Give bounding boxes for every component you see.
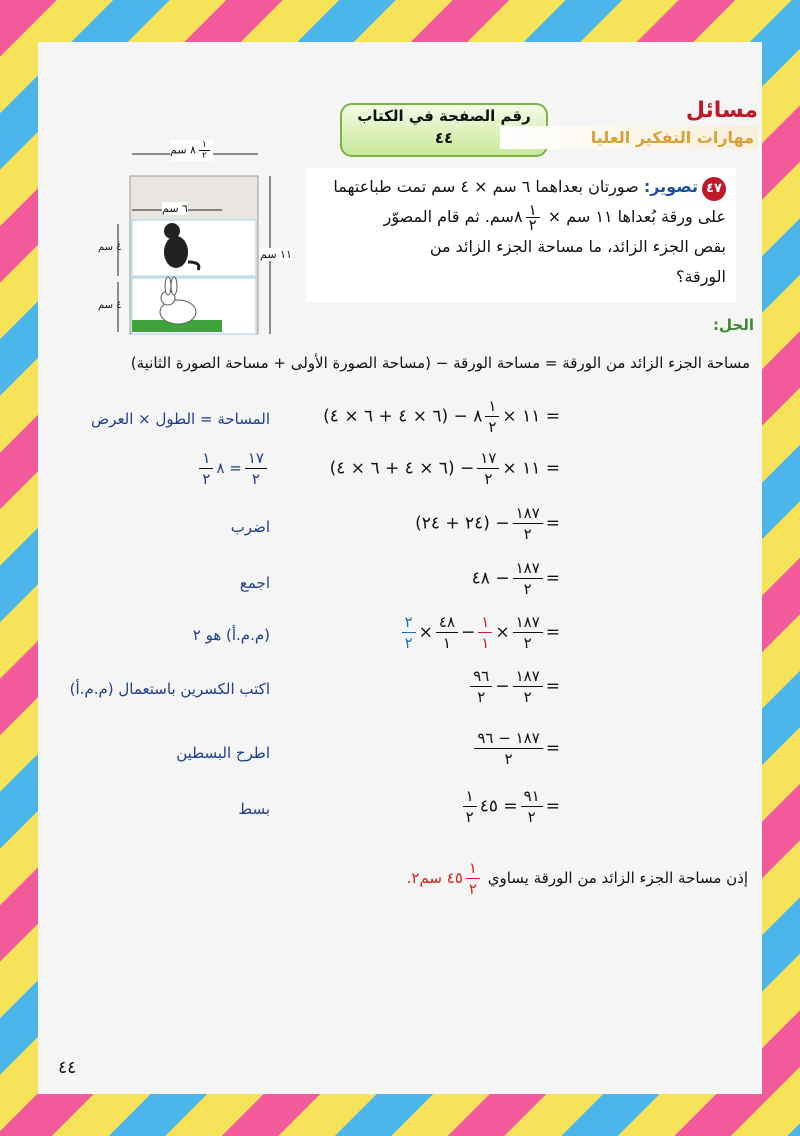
step-8-equation: = $\frac{٩١}{٢}$ = ٤٥ $\frac{١}{٢}$ [460,786,560,827]
figure-left-label-2: ٤ سم [98,300,122,311]
step-1-note: المساحة = الطول × العرض [91,410,270,428]
page-number: ٤٤ [58,1058,77,1078]
figure-right-label: ١١ سم [260,248,292,261]
step-7-equation: = $\frac{١٨٧ - ٩٦}{٢}$ [471,728,560,769]
figure-top-label: $\frac{١}{٢}$ ٨ سم [170,140,213,161]
solution-label: الحل: [713,316,754,334]
step-6-equation: = $\frac{١٨٧}{٢}$ − $\frac{٩٦}{٢}$ [467,666,560,707]
figure-diagram [98,136,306,346]
conclusion: إذن مساحة الجزء الزائد من الورقة يساوي $\frac{١}{٢}$ ٤٥ سم٢. [406,859,748,898]
step-5-note: (م.م.أ) هو ٢ [192,626,270,644]
problem-line-1: صورتان بعداهما ٦ سم × ٤ سم تمت طباعتهما [333,177,639,196]
figure-inner-label: ٦ سم [162,202,188,215]
section-title: مسائل [685,98,758,123]
step-5-equation: = $\frac{١٨٧}{٢}$ × $\frac{١}{١}$ − $\frac{٤٨}{١}$ × $\frac{٢}{٢}$ [399,612,560,653]
solution-main-equation: مساحة الجزء الزائد من الورقة = مساحة الورقة − (مساحة الصورة الأولى + مساحة الصورة الثانية) [130,354,750,372]
step-3-note: اضرب [230,518,270,536]
step-7-note: اطرح البسطين [176,744,270,762]
problem-line-2b: ٨سم. ثم قام المصوّر [383,207,523,226]
step-8-note: بسط [238,800,270,818]
problem-line-4: الورقة؟ [675,267,726,286]
step-1-equation: = ١١ × $\frac{١}{٢}$ ٨ − (٦ × ٤ + ٦ × ٤) [323,397,560,436]
problem-keyword: تصوير: [643,177,698,196]
step-3-equation: = $\frac{١٨٧}{٢}$ − (٢٤ + ٢٤) [415,504,560,543]
problem-number: ٤٧ [702,177,726,201]
step-2-equation: = ١١ × $\frac{١٧}{٢}$ − (٦ × ٤ + ٦ × ٤) [329,449,560,488]
chip-page-number: ٤٤ [434,129,454,147]
problem-box: ٤٧تصوير: صورتان بعداهما ٦ سم × ٤ سم تمت طباعتهما على ورقة بُعداها ١١ سم × $\frac{١}{٢}$ ٨سم. ثم قام المصوّر بقص الجزء الزائد، ما مساحة الجزء الزائد من الورقة؟ [306,168,736,302]
step-2-note: $\frac{١٧}{٢}$ = ٨ $\frac{١}{٢}$ [196,448,270,489]
step-6-note: اكتب الكسرين باستعمال (م.م.أ) [69,680,270,698]
step-4-note: اجمع [239,574,270,592]
problem-line-2a: على ورقة بُعداها ١١ سم × [547,207,726,226]
figure-left-label-1: ٤ سم [98,242,122,253]
chip-label: رقم الصفحة في الكتاب [357,107,531,125]
photo-figure [98,136,306,346]
problem-line-3: بقص الجزء الزائد، ما مساحة الجزء الزائد من [429,237,726,256]
section-subtitle: مهارات التفكير العليا [500,126,758,149]
step-4-equation: = $\frac{١٨٧}{٢}$ − ٤٨ [471,559,560,598]
